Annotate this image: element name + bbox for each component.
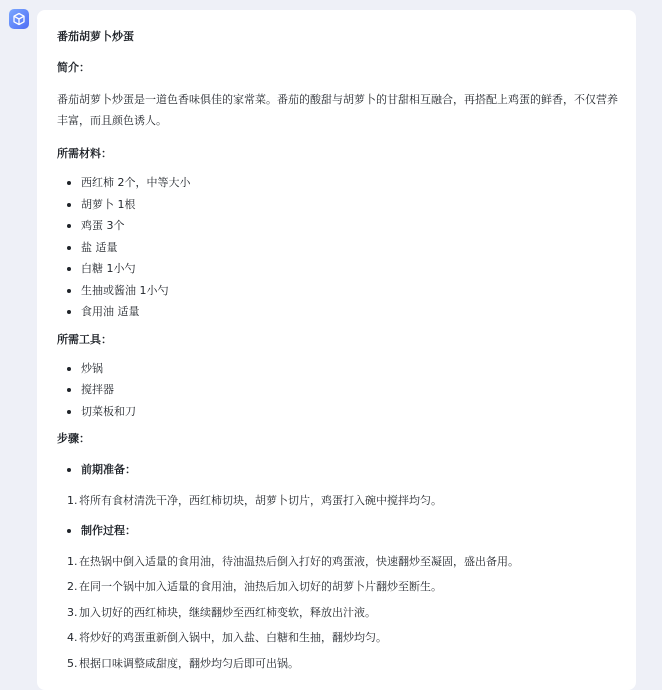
- step-text: 加入切好的西红柿块，继续翻炒至西红柿变软，释放出汁液。: [79, 605, 376, 619]
- list-item: 食用油 适量: [57, 301, 636, 323]
- list-item: [57, 600, 636, 626]
- cook-heading: 制作过程：: [57, 523, 636, 539]
- tools-label: 所需工具：: [57, 332, 112, 346]
- cook-steps-list: [57, 549, 636, 677]
- steps-label: 步骤：: [57, 432, 90, 445]
- step-text: 在同一个锅中加入适量的食用油，油热后加入切好的胡萝卜片翻炒至断生。: [79, 580, 442, 593]
- prep-heading: 前期准备：: [57, 462, 636, 478]
- step-text: 将所有食材清洗干净，西红柿切块，胡萝卜切片，鸡蛋打入碗中搅拌均匀。: [79, 494, 442, 507]
- assistant-message-bubble: [37, 10, 636, 690]
- list-item: 鸡蛋 3个: [57, 215, 636, 237]
- list-item: [57, 651, 636, 677]
- list-item: 切菜板和刀: [57, 401, 636, 423]
- tools-list: [57, 358, 636, 423]
- list-item: 白糖 1小勺: [57, 258, 636, 280]
- list-item: 搅拌器: [57, 379, 636, 401]
- list-item: [57, 488, 636, 514]
- list-item: 盐 适量: [57, 237, 636, 259]
- list-item: 炒锅: [57, 358, 636, 380]
- step-text: 将炒好的鸡蛋重新倒入锅中，加入盐、白糖和生抽，翻炒均匀。: [79, 631, 387, 644]
- prep-steps-list: [57, 488, 636, 514]
- ingredients-list: [57, 172, 636, 323]
- list-item: 胡萝卜 1根: [57, 194, 636, 216]
- assistant-avatar: [9, 9, 29, 29]
- list-item: 生抽或酱油 1小勺: [57, 280, 636, 302]
- list-item: 西红柿 2个，中等大小: [57, 172, 636, 194]
- list-item: [57, 549, 636, 575]
- step-number: 5.: [67, 656, 78, 670]
- cube-icon: [12, 12, 26, 26]
- step-text: 根据口味调整咸甜度，翻炒均匀后即可出锅。: [79, 656, 299, 670]
- list-item: [57, 625, 636, 651]
- ingredients-label: 所需材料：: [57, 147, 112, 160]
- intro-label: 简介：: [57, 61, 90, 74]
- step-number: 1.: [67, 494, 78, 507]
- step-number: 3.: [67, 605, 78, 619]
- step-number: 2.: [67, 580, 78, 593]
- step-number: 1.: [67, 554, 78, 568]
- list-item: [57, 574, 636, 600]
- recipe-title: 番茄胡萝卜炒蛋: [57, 30, 134, 43]
- step-text: 在热锅中倒入适量的食用油，待油温热后倒入打好的鸡蛋液，快速翻炒至凝固，盛出备用。: [79, 554, 519, 568]
- step-number: 4.: [67, 631, 78, 644]
- intro-text: 番茄胡萝卜炒蛋是一道色香味俱佳的家常菜。番茄的酸甜与胡萝卜的甘甜相互融合，再搭配上鸡蛋的鲜香，不仅营养丰富，而且颜色诱人。: [57, 93, 618, 127]
